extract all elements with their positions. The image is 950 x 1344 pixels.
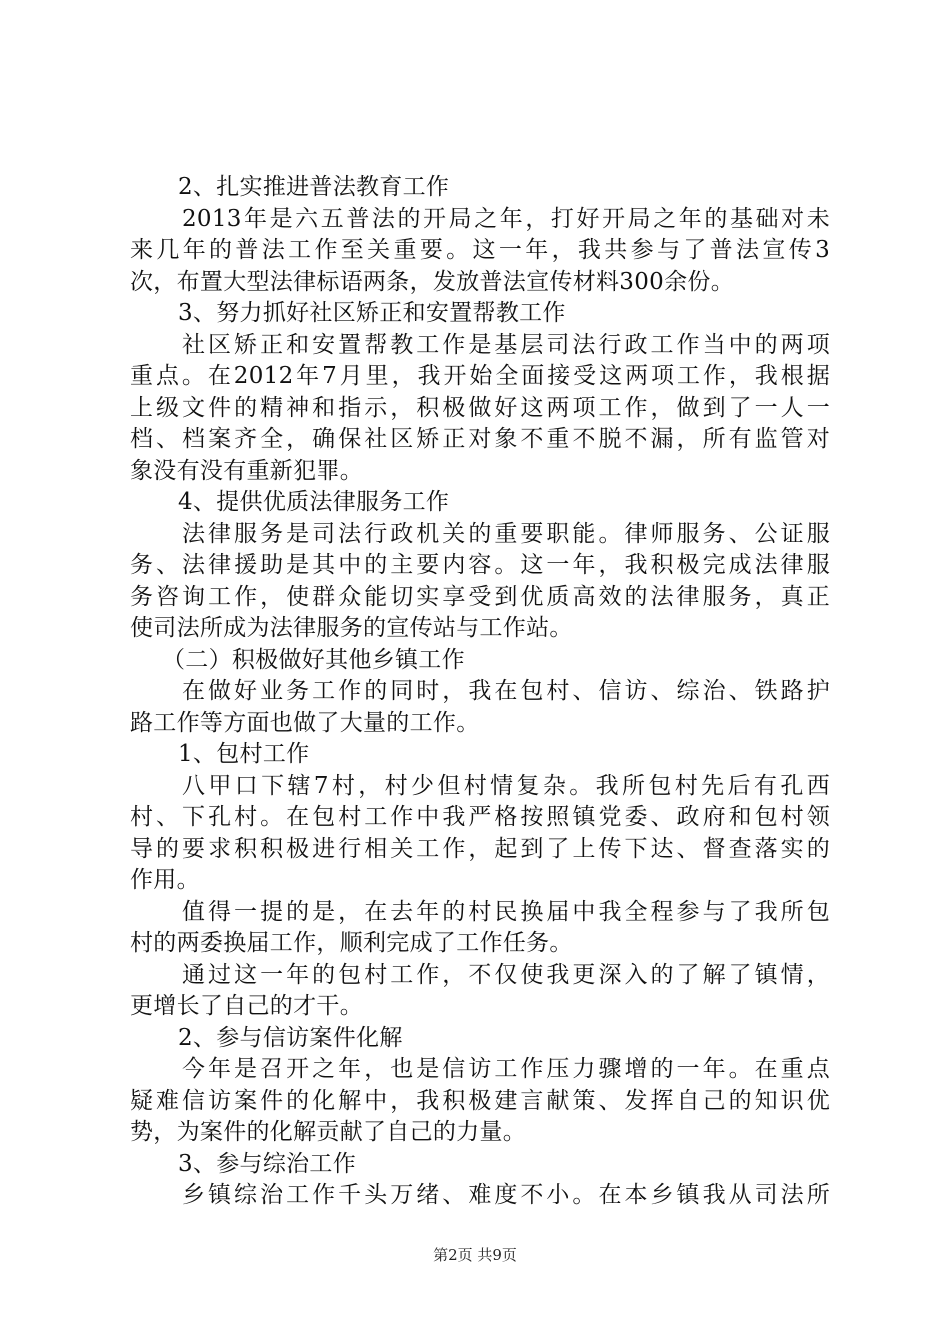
paragraph-line: 使司法所成为法律服务的宣传站与工作站。 xyxy=(130,615,573,641)
paragraph-line: 档、档案齐全，确保社区矫正对象不重不脱不漏，所有监管对 xyxy=(130,426,830,452)
paragraph-line: 象没有没有重新犯罪。 xyxy=(130,457,363,484)
paragraph-line: 来几年的普法工作至关重要。这一年，我共参与了普法宣传3 xyxy=(130,237,830,263)
section-heading: 4、提供优质法律服务工作 xyxy=(178,489,450,515)
paragraph-line: 八甲口下辖7村，村少但村情复杂。我所包村先后有孔西 xyxy=(182,772,830,799)
page-number-footer: 第2页 共9页 xyxy=(433,1246,517,1264)
document-body xyxy=(130,172,830,1212)
section-heading: 3、努力抓好社区矫正和安置帮教工作 xyxy=(178,300,566,326)
section-heading: 2、参与信访案件化解 xyxy=(178,1024,403,1051)
paragraph-line: 值得一提的是，在去年的村民换届中我全程参与了我所包 xyxy=(182,898,830,925)
paragraph-line: 作用。 xyxy=(130,867,200,893)
paragraph-line: 更增长了自己的才干。 xyxy=(130,993,363,1019)
paragraph-line: 次，布置大型法律标语两条，发放普法宣传材料300余份。 xyxy=(130,268,734,295)
paragraph-line: 村、下孔村。在包村工作中我严格按照镇党委、政府和包村领 xyxy=(130,804,830,830)
paragraph-line: 疑难信访案件的化解中，我积极建言献策、发挥自己的知识优 xyxy=(130,1087,830,1114)
paragraph-line: 通过这一年的包村工作，不仅使我更深入的了解了镇情， xyxy=(182,961,830,988)
paragraph-line: 村的两委换届工作，顺利完成了工作任务。 xyxy=(130,930,573,956)
paragraph-line: 今年是召开之年，也是信访工作压力骤增的一年。在重点 xyxy=(182,1056,830,1082)
paragraph-line: 法律服务是司法行政机关的重要职能。律师服务、公证服 xyxy=(182,520,830,547)
paragraph-line: 上级文件的精神和指示，积极做好这两项工作，做到了一人一 xyxy=(130,394,830,421)
paragraph-line: 乡镇综治工作千头万绪、难度不小。在本乡镇我从司法所 xyxy=(182,1182,830,1208)
section-heading: （二）积极做好其他乡镇工作 xyxy=(162,646,465,673)
paragraph-line: 社区矫正和安置帮教工作是基层司法行政工作当中的两项 xyxy=(182,331,830,358)
paragraph-line: 在做好业务工作的同时，我在包村、信访、综治、铁路护 xyxy=(182,678,830,704)
paragraph-line: 重点。在2012年7月里，我开始全面接受这两项工作，我根据 xyxy=(130,363,830,389)
paragraph-line: 导的要求积积极进行相关工作，起到了上传下达、督查落实的 xyxy=(130,835,830,862)
section-heading: 3、参与综治工作 xyxy=(178,1150,357,1177)
paragraph-line: 务、法律援助是其中的主要内容。这一年，我积极完成法律服 xyxy=(130,552,830,578)
paragraph-line: 势，为案件的化解贡献了自己的力量。 xyxy=(130,1119,527,1145)
section-heading: 2、扎实推进普法教育工作 xyxy=(178,174,450,200)
paragraph-line: 路工作等方面也做了大量的工作。 xyxy=(130,709,480,736)
paragraph-line: 务咨询工作，使群众能切实享受到优质高效的法律服务，真正 xyxy=(130,583,830,610)
section-heading: 1、包村工作 xyxy=(178,741,310,767)
paragraph-line: 2013年是六五普法的开局之年，打好开局之年的基础对未 xyxy=(182,205,830,232)
